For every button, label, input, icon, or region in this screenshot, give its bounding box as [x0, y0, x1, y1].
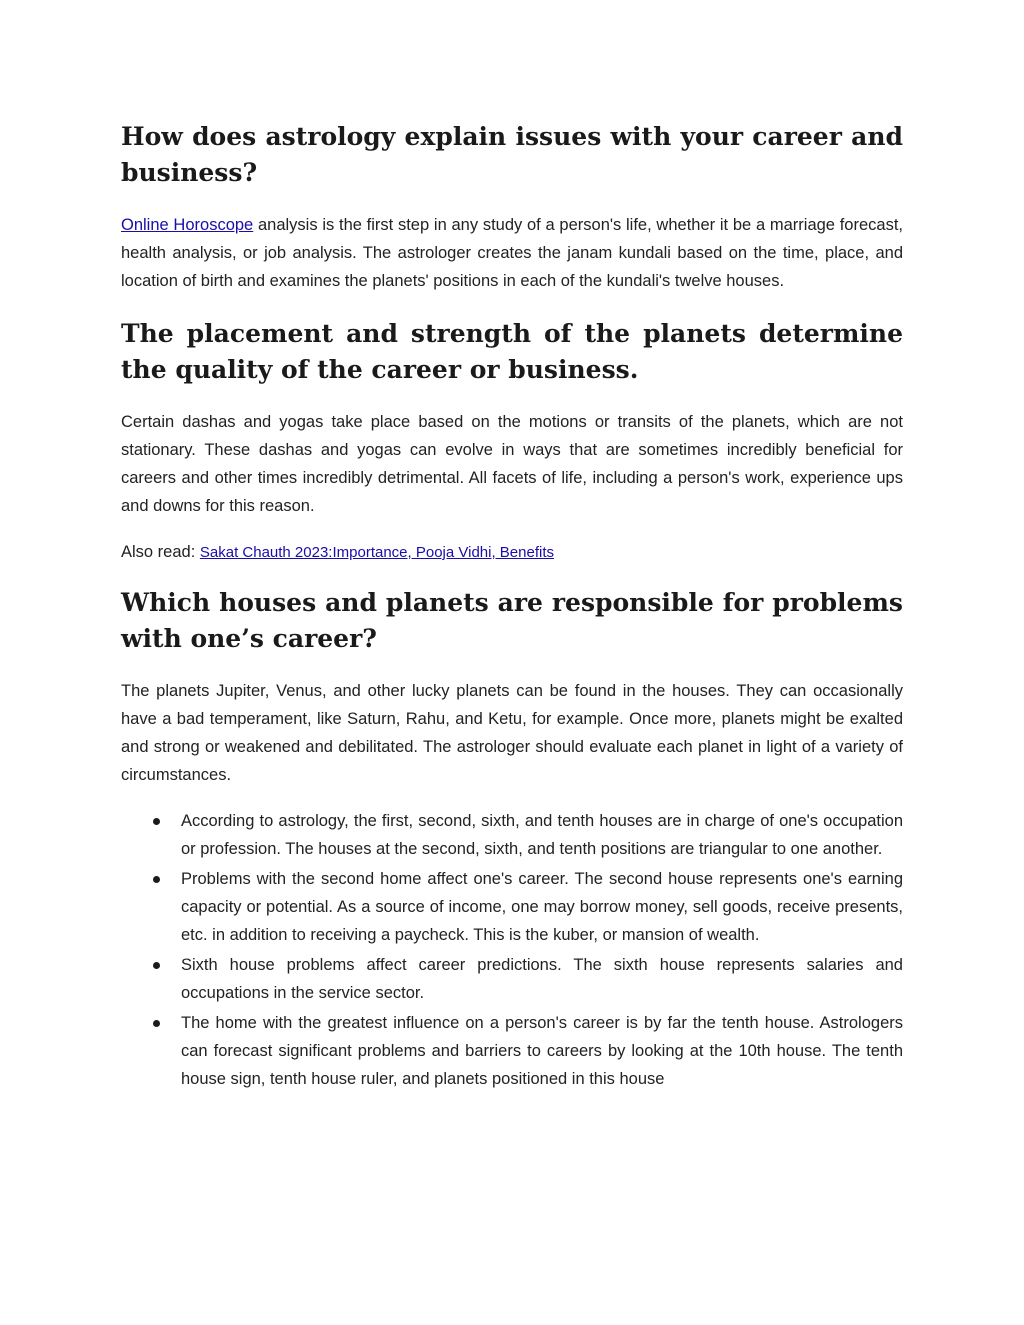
list-item — [181, 865, 903, 949]
bullet-icon — [153, 1020, 160, 1027]
heading-career-issues: How does astrology explain issues with your career and business? — [121, 122, 903, 187]
also-read-label: Also read: — [121, 543, 200, 561]
list-item-text: Sixth house problems affect career predictions. The sixth house represents salaries and occupations in the service sector. — [181, 956, 903, 1002]
paragraph-online-horoscope-text: analysis is the first step in any study of a person's life, whether it be a marriage forecast, health analysis, or job analysis. The astrologer creates the janam kundali based on the time, place, and location of birth and examines the planets' positions in each of the kundali's twelve houses. — [121, 216, 903, 290]
list-item — [181, 807, 903, 863]
bullet-icon — [153, 962, 160, 969]
list-item — [181, 951, 903, 1007]
paragraph-online-horoscope — [121, 211, 903, 295]
houses-bullet-list — [121, 807, 903, 1093]
bullet-icon — [153, 876, 160, 883]
bullet-icon — [153, 818, 160, 825]
online-horoscope-link[interactable]: Online Horoscope — [121, 216, 254, 234]
list-item-text: Problems with the second home affect one's career. The second house represents one's earning capacity or potential. As a source of income, one may borrow money, sell goods, receive presents, etc. in addition to receiving a paycheck. This is the kuber, or mansion of wealth. — [181, 870, 903, 944]
list-item-text: According to astrology, the first, second, sixth, and tenth houses are in charge of one's occupation or profession. The houses at the second, sixth, and tenth positions are triangular to one another. — [181, 812, 903, 858]
heading-placement-strength: The placement and strength of the planets determine the quality of the career or business. — [121, 319, 903, 384]
paragraph-dashas-yogas: Certain dashas and yogas take place based on the motions or transits of the planets, which are not stationary. These dashas and yogas can evolve in ways that are sometimes incredibly beneficial for careers and other times incredibly detrimental. All facets of life, including a person's work, experience ups and downs for this reason. — [121, 413, 903, 515]
heading-houses-planets: Which houses and planets are responsible for problems with one’s career? — [121, 588, 903, 653]
sakat-chauth-link[interactable]: Sakat Chauth 2023:Importance, Pooja Vidhi, Benefits — [199, 544, 554, 561]
list-item-text: The home with the greatest influence on a person's career is by far the tenth house. Astrologers can forecast significant problems and barriers to careers by looking at the 10th house. The tenth house sign, tenth house ruler, and planets positioned in this house — [181, 1014, 903, 1088]
document-page — [121, 114, 903, 1095]
also-read-line — [121, 538, 903, 567]
paragraph-planets-houses: The planets Jupiter, Venus, and other lucky planets can be found in the houses. They can occasionally have a bad temperament, like Saturn, Rahu, and Ketu, for example. Once more, planets might be exalted and strong or weakened and debilitated. The astrologer should evaluate each planet in light of a variety of circumstances. — [121, 682, 903, 784]
list-item — [181, 1009, 903, 1093]
